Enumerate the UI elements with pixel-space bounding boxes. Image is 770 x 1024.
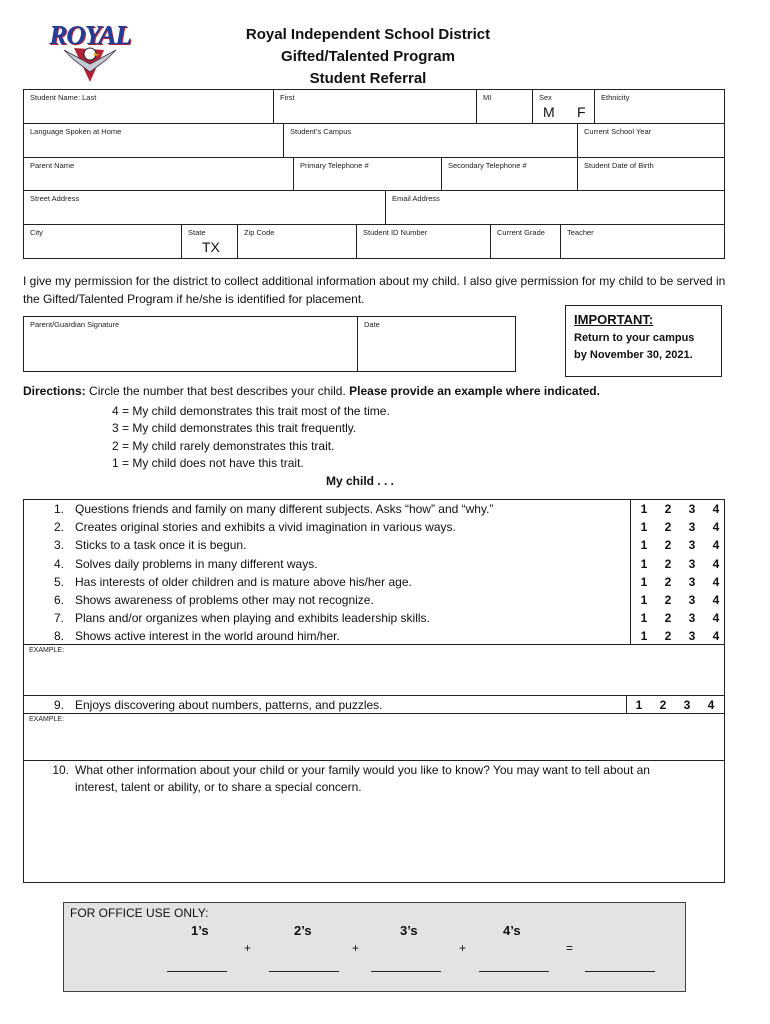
secondary-phone-field[interactable] [441,157,578,191]
rating-option[interactable]: 4 [712,611,720,625]
office-head-1s: 1’s [191,923,209,938]
email-label: Email Address [392,194,440,203]
campus-label: Student’s Campus [290,127,352,136]
rating-option[interactable]: 2 [664,629,672,643]
rating-option[interactable]: 3 [688,557,696,571]
first-name-label: First [280,93,295,102]
question-rating[interactable] [632,611,728,625]
school-year-label: Current School Year [584,127,652,136]
question-rating[interactable] [632,520,728,534]
important-box [565,305,722,377]
city-label: City [30,228,43,237]
language-field[interactable] [23,123,284,158]
rating-option[interactable]: 1 [640,557,648,571]
state-label: State [188,228,206,237]
student-id-label: Student ID Number [363,228,428,237]
important-line-2: by November 30, 2021. [574,349,693,361]
plus-sign: + [244,941,252,955]
rating-option[interactable]: 2 [664,538,672,552]
city-field[interactable] [23,224,182,259]
date-label: Date [364,320,380,329]
first-name-field[interactable] [273,89,477,124]
rating-option[interactable]: 2 [664,502,672,516]
question-number: 9. [53,698,64,712]
student-id-field[interactable] [356,224,491,259]
office-title: FOR OFFICE USE ONLY: [70,906,209,920]
question-rating[interactable] [632,502,728,516]
district-title: Royal Independent School District [245,26,491,43]
primary-phone-label: Primary Telephone # [300,161,369,170]
last-name-field[interactable] [23,89,274,124]
primary-phone-field[interactable] [293,157,442,191]
sex-label: Sex [539,93,552,102]
campus-field[interactable] [283,123,578,158]
parent-name-field[interactable] [23,157,294,191]
tally-blank-4[interactable] [479,959,549,972]
question-text-line-1: What other information about your child or your family would you like to know? You may want to tell about an [75,763,650,777]
rating-option[interactable]: 4 [712,538,720,552]
question-text: Has interests of older children and is mature above his/her age. [75,575,412,589]
question-text: Sticks to a task once it is begun. [75,538,247,552]
sex-option-f[interactable]: F [577,104,586,120]
rating-option[interactable]: 1 [640,520,648,534]
zip-field[interactable] [237,224,357,259]
signature-label: Parent/Guardian Signature [30,320,120,329]
important-title: IMPORTANT: [574,312,654,327]
question-text: Questions friends and family on many different subjects. Asks “how” and “why.” [75,502,494,516]
scale-2: 2 = My child rarely demonstrates this trait. [112,439,335,453]
question-text: Plans and/or organizes when playing and exhibits leadership skills. [75,611,430,625]
rating-option[interactable]: 1 [640,538,648,552]
tally-blank-1[interactable] [167,959,227,972]
tally-blank-3[interactable] [371,959,441,972]
rating-option[interactable]: 3 [688,575,696,589]
divider-line [23,644,725,645]
office-head-3s: 3’s [400,923,418,938]
rating-option[interactable]: 4 [712,520,720,534]
question-rating[interactable] [632,575,728,589]
example-label: EXAMPLE: [29,716,65,723]
rating-divider [630,499,631,644]
question-rating[interactable] [632,538,728,552]
office-head-4s: 4’s [503,923,521,938]
divider-line [23,713,725,714]
zip-label: Zip Code [244,228,275,237]
scale-4: 4 = My child demonstrates this trait most of the time. [112,404,390,418]
rating-option[interactable]: 3 [688,611,696,625]
mi-field[interactable] [476,89,533,124]
question-number: 3. [53,538,64,552]
question-number: 2. [53,520,64,534]
office-use-box [63,902,686,992]
ethnicity-field[interactable] [594,89,725,124]
rating-option[interactable]: 4 [712,557,720,571]
example-label: EXAMPLE: [29,647,65,654]
tally-total[interactable] [585,959,655,972]
rating-option[interactable]: 1 [640,575,648,589]
district-logo [44,20,136,84]
divider-line [23,695,725,696]
question-rating[interactable] [632,593,728,607]
rating-option[interactable]: 1 [635,698,643,712]
parent-name-label: Parent Name [30,161,75,170]
scale-1: 1 = My child does not have this trait. [112,456,304,470]
question-text: Creates original stories and exhibits a vivid imagination in various ways. [75,520,456,534]
divider-line [23,760,725,761]
question-number: 1. [53,502,64,516]
rating-option[interactable]: 3 [683,698,691,712]
rating-option[interactable]: 1 [640,611,648,625]
grade-field[interactable] [490,224,561,259]
sex-field[interactable] [532,89,595,124]
question-number: 5. [53,575,64,589]
rating-option[interactable]: 4 [707,698,715,712]
directions-bold: Please provide an example where indicated. [349,384,600,398]
rating-option[interactable]: 3 [688,502,696,516]
directions [23,384,600,398]
rating-option[interactable]: 3 [688,538,696,552]
question-number: 7. [53,611,64,625]
question-rating[interactable] [632,557,728,571]
directions-label: Directions: [23,384,86,398]
question-rating[interactable] [632,629,728,643]
my-child-heading: My child . . . [325,474,394,488]
teacher-label: Teacher [567,228,594,237]
important-line-1: Return to your campus [574,332,695,344]
teacher-field[interactable] [560,224,725,259]
rating-option[interactable]: 2 [664,593,672,607]
last-name-label: Student Name: Last [30,93,97,102]
rating-option[interactable]: 2 [659,698,667,712]
question-number: 8. [53,629,64,643]
question-rating[interactable] [627,698,723,712]
rating-option[interactable]: 1 [640,502,648,516]
office-head-2s: 2’s [294,923,312,938]
rating-option[interactable]: 2 [664,611,672,625]
rating-option[interactable]: 4 [712,502,720,516]
equals-sign: = [566,941,574,955]
question-text: Solves daily problems in many different ways. [75,557,318,571]
question-number: 4. [53,557,64,571]
date-field[interactable] [357,316,516,372]
rating-option[interactable]: 2 [664,520,672,534]
dob-label: Student Date of Birth [584,161,654,170]
question-text: Enjoys discovering about numbers, patterns, and puzzles. [75,698,383,712]
plus-sign: + [352,941,360,955]
rating-option[interactable]: 2 [664,575,672,589]
dob-field[interactable] [577,157,725,191]
state-value: TX [202,239,220,255]
email-field[interactable] [385,190,725,225]
grade-label: Current Grade [497,228,545,237]
street-field[interactable] [23,190,386,225]
rating-option[interactable]: 2 [664,557,672,571]
rating-option[interactable]: 1 [640,593,648,607]
rating-option[interactable]: 4 [712,575,720,589]
plus-sign: + [459,941,467,955]
permission-text: I give my permission for the district to collect additional information about my child. I also give permission for my child to be served in the Gifted/Talented Program if he/she is identified for placement. [23,274,726,306]
question-number: 6. [53,593,64,607]
school-year-field[interactable] [577,123,725,158]
secondary-phone-label: Secondary Telephone # [448,161,527,170]
ethnicity-label: Ethnicity [601,93,630,102]
question-number: 10. [52,763,69,777]
scale-3: 3 = My child demonstrates this trait frequently. [112,421,357,435]
mi-label: MI [483,93,492,102]
logo-text: ROYAL [49,20,131,50]
state-field[interactable] [181,224,238,259]
signature-field[interactable] [23,316,358,372]
rating-option[interactable]: 4 [712,629,720,643]
directions-text: Circle the number that best describes your child. [89,384,346,398]
program-title: Gifted/Talented Program [281,48,455,65]
question-text: Shows active interest in the world around him/her. [75,629,340,643]
question-text-line-2: interest, talent or ability, or to share a special concern. [75,780,362,794]
rating-option[interactable]: 3 [688,593,696,607]
tally-blank-2[interactable] [269,959,339,972]
question-text: Shows awareness of problems other may not recognize. [75,593,374,607]
rating-option[interactable]: 3 [688,520,696,534]
rating-option[interactable]: 1 [640,629,648,643]
form-title: Student Referral [309,70,427,87]
sex-option-m[interactable]: M [543,104,555,120]
rating-option[interactable]: 4 [712,593,720,607]
language-label: Language Spoken at Home [30,127,122,136]
street-label: Street Address [30,194,80,203]
rating-option[interactable]: 3 [688,629,696,643]
